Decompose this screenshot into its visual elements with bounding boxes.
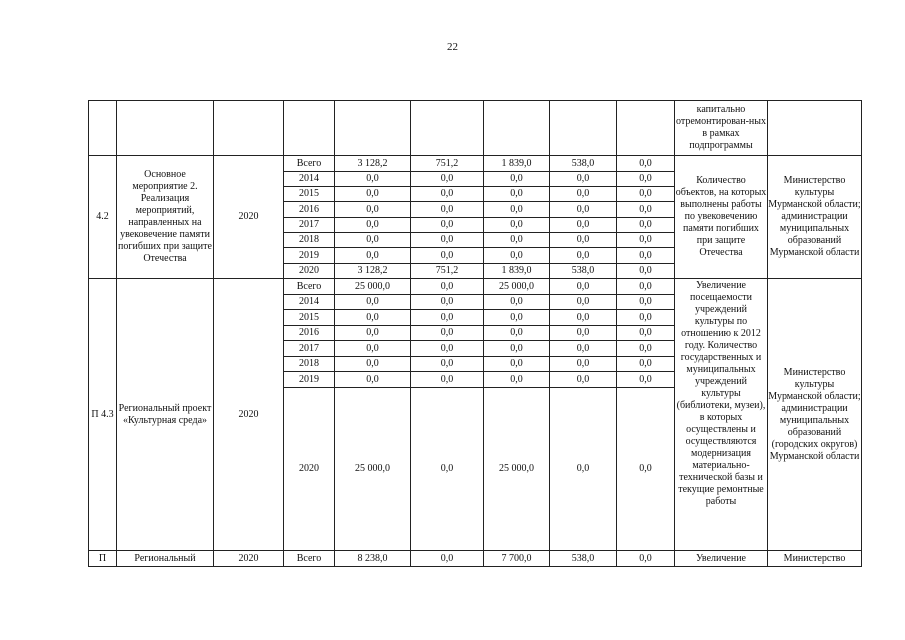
funding-value: 0,0 xyxy=(484,248,550,264)
year-label: 2016 xyxy=(284,202,335,218)
funding-value: 0,0 xyxy=(411,218,484,233)
funding-value: 538,0 xyxy=(550,264,617,279)
executor-cell: Министерство культуры Мурманской области; администрации муниципальных образований Мурманской области xyxy=(768,156,862,279)
funding-value: 0,0 xyxy=(550,357,617,372)
funding-value: 0,0 xyxy=(617,372,675,388)
row-number: 4.2 xyxy=(89,156,117,279)
cell-empty xyxy=(484,101,550,156)
year-label: 2015 xyxy=(284,310,335,326)
funding-value: 0,0 xyxy=(617,326,675,341)
year-label: 2019 xyxy=(284,372,335,388)
funding-value: 0,0 xyxy=(335,172,411,187)
funding-value: 0,0 xyxy=(484,310,550,326)
funding-value: 0,0 xyxy=(550,326,617,341)
funding-value: 0,0 xyxy=(550,295,617,310)
funding-value: 0,0 xyxy=(335,248,411,264)
year-label: 2018 xyxy=(284,233,335,248)
funding-value: 1 839,0 xyxy=(484,264,550,279)
funding-value: 0,0 xyxy=(411,551,484,567)
funding-value: 0,0 xyxy=(484,326,550,341)
cell-empty xyxy=(89,101,117,156)
funding-value: 0,0 xyxy=(550,233,617,248)
funding-value: 0,0 xyxy=(411,310,484,326)
activity-name: Основное мероприятие 2. Реализация мероприятий, направленных на увековечение памяти погибших при защите Отечества xyxy=(117,156,214,279)
funding-value: 0,0 xyxy=(550,372,617,388)
period-year: 2020 xyxy=(214,551,284,567)
activity-name: Региональный xyxy=(117,551,214,567)
executor-cell: Министерство культуры Мурманской области; администрации муниципальных образований (городских округов) Мурманской области xyxy=(768,279,862,551)
funding-value: 0,0 xyxy=(617,310,675,326)
funding-value: 3 128,2 xyxy=(335,156,411,172)
funding-value: 0,0 xyxy=(550,187,617,202)
funding-value: 0,0 xyxy=(335,187,411,202)
indicator-cell: капитально отремонтирован-ных в рамках подпрограммы xyxy=(675,101,768,156)
funding-value: 3 128,2 xyxy=(335,264,411,279)
year-label: Всего xyxy=(284,551,335,567)
funding-value: 0,0 xyxy=(411,388,484,551)
funding-value: 0,0 xyxy=(335,310,411,326)
funding-value: 0,0 xyxy=(550,341,617,357)
funding-value: 0,0 xyxy=(484,341,550,357)
year-label: 2020 xyxy=(284,388,335,551)
cell-empty xyxy=(284,101,335,156)
funding-value: 0,0 xyxy=(550,248,617,264)
funding-value: 538,0 xyxy=(550,156,617,172)
funding-value: 0,0 xyxy=(617,248,675,264)
funding-value: 0,0 xyxy=(411,248,484,264)
funding-value: 0,0 xyxy=(617,156,675,172)
indicator-cell: Количество объектов, на которых выполнены работы по увековечению памяти погибших при защите Отечества xyxy=(675,156,768,279)
funding-value: 7 700,0 xyxy=(484,551,550,567)
funding-value: 0,0 xyxy=(550,388,617,551)
funding-value: 0,0 xyxy=(335,233,411,248)
cell-empty xyxy=(335,101,411,156)
year-label: 2019 xyxy=(284,248,335,264)
funding-value: 0,0 xyxy=(484,202,550,218)
funding-value: 0,0 xyxy=(411,172,484,187)
funding-value: 0,0 xyxy=(617,264,675,279)
table-row xyxy=(89,551,862,567)
funding-value: 8 238,0 xyxy=(335,551,411,567)
funding-value: 0,0 xyxy=(617,172,675,187)
period-year: 2020 xyxy=(214,279,284,551)
funding-value: 0,0 xyxy=(335,372,411,388)
funding-value: 0,0 xyxy=(411,357,484,372)
funding-value: 0,0 xyxy=(484,295,550,310)
year-label: 2017 xyxy=(284,341,335,357)
executor-cell: Министерство xyxy=(768,551,862,567)
funding-value: 0,0 xyxy=(617,388,675,551)
funding-value: 0,0 xyxy=(550,172,617,187)
funding-value: 0,0 xyxy=(335,357,411,372)
cell-empty xyxy=(550,101,617,156)
year-label: 2020 xyxy=(284,264,335,279)
year-label: 2014 xyxy=(284,172,335,187)
funding-value: 0,0 xyxy=(484,357,550,372)
activity-name: Региональный проект «Культурная среда» xyxy=(117,279,214,551)
funding-value: 0,0 xyxy=(550,218,617,233)
funding-value: 0,0 xyxy=(617,295,675,310)
indicator-cell: Увеличение посещаемости учреждений культуры по отношению к 2012 году. Количество государственных и муниципальных учреждений культуры (библиотеки, музеи), в которых осуществлены и осуществляются модернизация материально-технической базы и текущие ремонтные работы xyxy=(675,279,768,551)
year-label: 2018 xyxy=(284,357,335,372)
funding-value: 25 000,0 xyxy=(484,388,550,551)
year-label: Всего xyxy=(284,279,335,295)
funding-value: 0,0 xyxy=(484,172,550,187)
funding-value: 0,0 xyxy=(617,218,675,233)
funding-value: 0,0 xyxy=(335,218,411,233)
funding-value: 0,0 xyxy=(484,372,550,388)
funding-value: 0,0 xyxy=(550,310,617,326)
year-label: 2015 xyxy=(284,187,335,202)
funding-value: 0,0 xyxy=(411,326,484,341)
year-label: 2014 xyxy=(284,295,335,310)
funding-value: 0,0 xyxy=(411,372,484,388)
table-row xyxy=(89,279,862,295)
funding-value: 751,2 xyxy=(411,156,484,172)
cell-empty xyxy=(617,101,675,156)
funding-value: 0,0 xyxy=(617,551,675,567)
funding-value: 0,0 xyxy=(411,202,484,218)
funding-value: 0,0 xyxy=(617,202,675,218)
funding-value: 0,0 xyxy=(411,233,484,248)
funding-value: 0,0 xyxy=(411,187,484,202)
row-number: П xyxy=(89,551,117,567)
funding-value: 0,0 xyxy=(411,295,484,310)
program-table xyxy=(88,100,862,567)
page-number: 22 xyxy=(447,41,458,53)
funding-value: 0,0 xyxy=(411,341,484,357)
indicator-cell: Увеличение xyxy=(675,551,768,567)
year-label: 2017 xyxy=(284,218,335,233)
funding-value: 0,0 xyxy=(484,218,550,233)
row-number: П 4.3 xyxy=(89,279,117,551)
funding-value: 25 000,0 xyxy=(335,388,411,551)
funding-value: 0,0 xyxy=(484,187,550,202)
funding-value: 0,0 xyxy=(484,233,550,248)
funding-value: 1 839,0 xyxy=(484,156,550,172)
funding-value: 0,0 xyxy=(617,279,675,295)
funding-value: 0,0 xyxy=(550,202,617,218)
cell-empty xyxy=(768,101,862,156)
funding-value: 0,0 xyxy=(335,295,411,310)
table-row xyxy=(89,101,862,156)
cell-empty xyxy=(214,101,284,156)
funding-value: 25 000,0 xyxy=(484,279,550,295)
funding-value: 538,0 xyxy=(550,551,617,567)
table-row xyxy=(89,156,862,172)
funding-value: 0,0 xyxy=(617,357,675,372)
funding-value: 0,0 xyxy=(550,279,617,295)
period-year: 2020 xyxy=(214,156,284,279)
funding-value: 751,2 xyxy=(411,264,484,279)
funding-value: 0,0 xyxy=(617,341,675,357)
year-label: 2016 xyxy=(284,326,335,341)
funding-value: 0,0 xyxy=(335,326,411,341)
funding-value: 0,0 xyxy=(411,279,484,295)
funding-value: 0,0 xyxy=(617,187,675,202)
cell-empty xyxy=(117,101,214,156)
year-label: Всего xyxy=(284,156,335,172)
cell-empty xyxy=(411,101,484,156)
funding-value: 0,0 xyxy=(617,233,675,248)
funding-value: 0,0 xyxy=(335,202,411,218)
funding-value: 25 000,0 xyxy=(335,279,411,295)
funding-value: 0,0 xyxy=(335,341,411,357)
